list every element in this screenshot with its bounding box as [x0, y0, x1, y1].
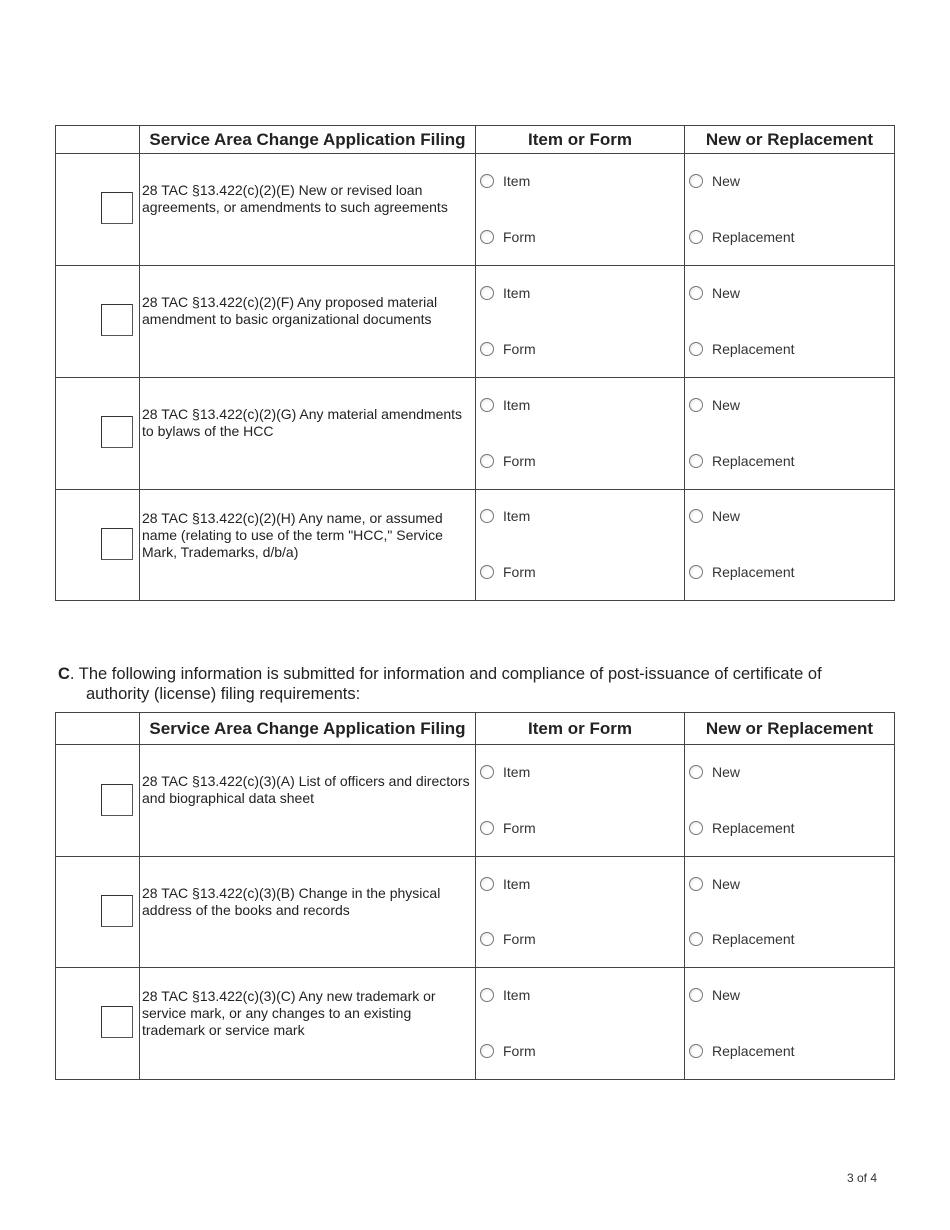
page-number: 3 of 4	[847, 1171, 878, 1185]
radio-circle-icon	[689, 286, 703, 300]
radio-circle-icon	[689, 765, 703, 779]
radio-circle-icon	[689, 509, 703, 523]
radio-circle-icon	[480, 398, 494, 412]
filing-table-1	[55, 125, 895, 601]
radio-circle-icon	[480, 230, 494, 244]
row-checkbox[interactable]	[101, 304, 133, 336]
table-row	[56, 154, 895, 266]
radio-circle-icon	[480, 565, 494, 579]
item-radio[interactable]: Item	[480, 397, 530, 413]
radio-circle-icon	[689, 230, 703, 244]
radio-circle-icon	[689, 342, 703, 356]
item-radio[interactable]: Item	[480, 285, 530, 301]
header-new-replacement: New or Replacement	[685, 713, 895, 745]
filing-table-2	[55, 712, 895, 1080]
form-radio[interactable]: Form	[480, 229, 536, 245]
replacement-radio[interactable]: Replacement	[689, 564, 795, 580]
form-radio[interactable]: Form	[480, 931, 536, 947]
table-row	[56, 266, 895, 378]
row-description: 28 TAC §13.422(c)(2)(G) Any material amendments to bylaws of the HCC	[142, 406, 463, 439]
radio-circle-icon	[480, 821, 494, 835]
item-radio[interactable]: Item	[480, 987, 530, 1003]
new-radio[interactable]: New	[689, 173, 740, 189]
new-radio[interactable]: New	[689, 987, 740, 1003]
replacement-radio[interactable]: Replacement	[689, 931, 795, 947]
row-checkbox[interactable]	[101, 192, 133, 224]
table-header-row	[56, 713, 895, 745]
header-checkbox-col	[56, 126, 140, 154]
form-radio[interactable]: Form	[480, 820, 536, 836]
form-radio[interactable]: Form	[480, 341, 536, 357]
form-radio[interactable]: Form	[480, 1043, 536, 1059]
row-checkbox[interactable]	[101, 1006, 133, 1038]
header-checkbox-col	[56, 713, 140, 745]
radio-circle-icon	[689, 932, 703, 946]
form-radio[interactable]: Form	[480, 453, 536, 469]
row-description: 28 TAC §13.422(c)(2)(E) New or revised loan agreements, or amendments to such agreements	[142, 182, 448, 215]
radio-circle-icon	[689, 821, 703, 835]
row-description: 28 TAC §13.422(c)(2)(H) Any name, or assumed name (relating to use of the term "HCC," Service Mark, Trademarks, d/b/a)	[142, 510, 443, 560]
table-row	[56, 378, 895, 490]
new-radio[interactable]: New	[689, 876, 740, 892]
replacement-radio[interactable]: Replacement	[689, 820, 795, 836]
radio-circle-icon	[480, 342, 494, 356]
row-description: 28 TAC §13.422(c)(3)(A) List of officers and directors and biographical data sheet	[142, 773, 470, 806]
row-description: 28 TAC §13.422(c)(3)(C) Any new trademark or service mark, or any changes to an existing trademark or service mark	[142, 988, 436, 1038]
row-checkbox[interactable]	[101, 895, 133, 927]
radio-circle-icon	[480, 877, 494, 891]
row-description: 28 TAC §13.422(c)(3)(B) Change in the physical address of the books and records	[142, 885, 441, 918]
radio-circle-icon	[480, 1044, 494, 1058]
new-radio[interactable]: New	[689, 764, 740, 780]
radio-circle-icon	[689, 988, 703, 1002]
item-radio[interactable]: Item	[480, 764, 530, 780]
table-header-row	[56, 126, 895, 154]
radio-circle-icon	[689, 1044, 703, 1058]
replacement-radio[interactable]: Replacement	[689, 341, 795, 357]
header-item-form: Item or Form	[476, 713, 685, 745]
header-filing: Service Area Change Application Filing	[140, 713, 476, 745]
radio-circle-icon	[480, 509, 494, 523]
radio-circle-icon	[689, 398, 703, 412]
section-text-line2: authority (license) filing requirements:	[86, 685, 361, 703]
radio-circle-icon	[689, 877, 703, 891]
radio-circle-icon	[689, 454, 703, 468]
radio-circle-icon	[689, 174, 703, 188]
header-filing: Service Area Change Application Filing	[140, 126, 476, 154]
section-letter: C	[58, 665, 70, 683]
replacement-radio[interactable]: Replacement	[689, 1043, 795, 1059]
table-row	[56, 490, 895, 601]
item-radio[interactable]: Item	[480, 173, 530, 189]
radio-circle-icon	[480, 454, 494, 468]
row-description: 28 TAC §13.422(c)(2)(F) Any proposed material amendment to basic organizational documents	[142, 294, 438, 327]
table-row	[56, 745, 895, 857]
new-radio[interactable]: New	[689, 285, 740, 301]
new-radio[interactable]: New	[689, 508, 740, 524]
row-checkbox[interactable]	[101, 416, 133, 448]
radio-circle-icon	[480, 932, 494, 946]
section-text-line1: . The following information is submitted for information and compliance of post-issuance of certificate of	[69, 665, 822, 683]
header-new-replacement: New or Replacement	[685, 126, 895, 154]
table-row	[56, 968, 895, 1080]
item-radio[interactable]: Item	[480, 508, 530, 524]
radio-circle-icon	[480, 174, 494, 188]
section-c-intro	[58, 664, 878, 704]
new-radio[interactable]: New	[689, 397, 740, 413]
radio-circle-icon	[480, 286, 494, 300]
replacement-radio[interactable]: Replacement	[689, 229, 795, 245]
radio-circle-icon	[480, 988, 494, 1002]
row-checkbox[interactable]	[101, 528, 133, 560]
form-radio[interactable]: Form	[480, 564, 536, 580]
table-row	[56, 857, 895, 968]
radio-circle-icon	[689, 565, 703, 579]
row-checkbox[interactable]	[101, 784, 133, 816]
item-radio[interactable]: Item	[480, 876, 530, 892]
header-item-form: Item or Form	[476, 126, 685, 154]
replacement-radio[interactable]: Replacement	[689, 453, 795, 469]
radio-circle-icon	[480, 765, 494, 779]
